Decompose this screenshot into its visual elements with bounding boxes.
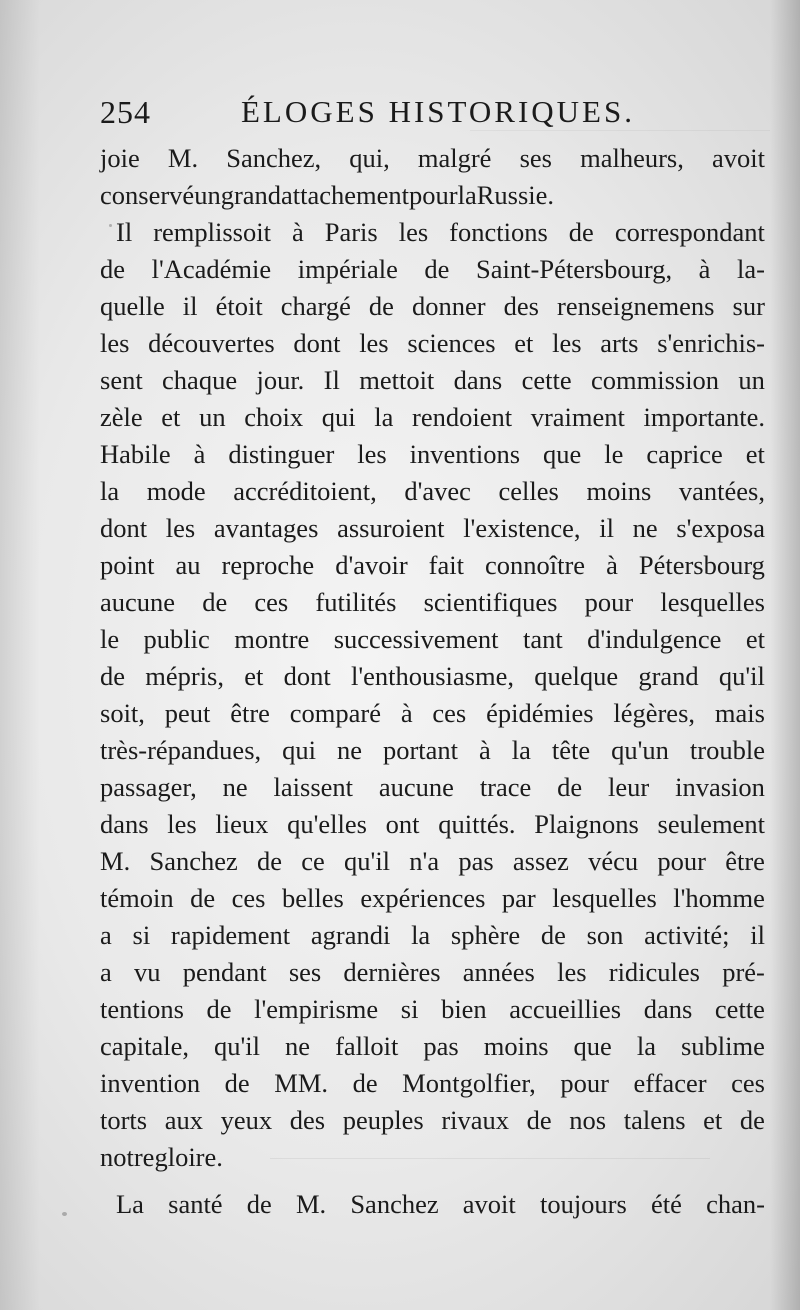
word: assez xyxy=(512,846,569,876)
word: Sanchez, xyxy=(226,143,322,173)
word: moins xyxy=(483,1031,549,1061)
word: à xyxy=(193,439,206,469)
text-line xyxy=(100,1186,765,1223)
word: les xyxy=(359,328,389,358)
word: ne xyxy=(336,735,362,765)
word: correspondant xyxy=(614,217,765,247)
word: que xyxy=(573,1031,612,1061)
word: d'avoir xyxy=(335,550,408,580)
word: l'existence, xyxy=(463,513,581,543)
word: avantages xyxy=(213,513,319,543)
word: ont xyxy=(385,809,420,839)
paper-speck xyxy=(62,1212,67,1216)
word: ces xyxy=(231,883,266,913)
word: et xyxy=(703,1105,723,1135)
word: successivement xyxy=(333,624,499,654)
word: vantées, xyxy=(678,476,765,506)
word: tant xyxy=(522,624,563,654)
word: l'enthousiasme, xyxy=(350,661,514,691)
word: cette xyxy=(714,994,765,1024)
word: invasion xyxy=(675,772,765,802)
word: montre xyxy=(234,624,310,654)
word: l'empirisme xyxy=(254,994,379,1024)
word: malgré xyxy=(417,143,492,173)
word: Sanchez xyxy=(350,1189,439,1219)
word: chan- xyxy=(706,1189,765,1219)
word: activité; xyxy=(644,920,730,950)
word: les xyxy=(165,513,196,543)
word: comparé xyxy=(289,698,381,728)
word: M. xyxy=(295,1189,327,1219)
word: tentions xyxy=(100,994,184,1024)
word: moins xyxy=(586,476,652,506)
word: connoître xyxy=(484,550,586,580)
word: soit, xyxy=(100,698,145,728)
text-line xyxy=(100,288,765,325)
word: notre xyxy=(100,1142,155,1172)
word: Paris xyxy=(324,217,378,247)
word: les xyxy=(357,439,387,469)
word: ridicules xyxy=(608,957,700,987)
word: de xyxy=(526,1105,552,1135)
word: jour. xyxy=(256,365,305,395)
word: dans xyxy=(643,994,693,1024)
word: Russie. xyxy=(476,180,555,210)
word: chargé xyxy=(280,291,351,321)
word: un xyxy=(738,365,765,395)
word: bien xyxy=(441,994,487,1024)
word: si xyxy=(400,994,419,1024)
word: a xyxy=(100,957,112,987)
text-line xyxy=(100,584,765,621)
word: aux xyxy=(164,1105,204,1135)
word: donner xyxy=(411,291,486,321)
word: à xyxy=(479,735,491,765)
word: le xyxy=(604,439,624,469)
word: importante. xyxy=(643,402,765,432)
text-line xyxy=(100,917,765,954)
word: qu'un xyxy=(611,735,669,765)
word: de xyxy=(206,994,232,1024)
word: capitale, xyxy=(100,1031,190,1061)
word: qu'elles xyxy=(287,809,367,839)
word: qui xyxy=(282,735,316,765)
word: santé xyxy=(168,1189,223,1219)
word: choix xyxy=(244,402,304,432)
word: ce xyxy=(301,846,325,876)
word: peut xyxy=(164,698,211,728)
word: dont xyxy=(100,513,148,543)
word: mais xyxy=(714,698,765,728)
word: la xyxy=(636,1031,656,1061)
word: les xyxy=(398,217,429,247)
word: la xyxy=(374,402,394,432)
text-line xyxy=(100,954,765,991)
word: et xyxy=(745,624,765,654)
word: qu'il xyxy=(718,661,765,691)
word: et xyxy=(161,402,181,432)
word: la xyxy=(411,920,431,950)
text-line xyxy=(100,177,765,214)
word: mode xyxy=(146,476,206,506)
word: portant xyxy=(382,735,459,765)
word: il xyxy=(750,920,765,950)
word: commission xyxy=(590,365,720,395)
word: il xyxy=(182,291,198,321)
word: il xyxy=(599,513,614,543)
word: n'a xyxy=(409,846,440,876)
word: de xyxy=(557,772,583,802)
word: rendoient xyxy=(412,402,513,432)
word: attachement xyxy=(281,180,410,210)
word: Sanchez xyxy=(149,846,238,876)
word: public xyxy=(143,624,210,654)
word: qu'il xyxy=(344,846,391,876)
word: passager, xyxy=(100,772,197,802)
word: les xyxy=(552,328,582,358)
word: dont xyxy=(283,661,331,691)
word: à xyxy=(606,550,618,580)
word: zèle xyxy=(100,402,143,432)
word: remplissoit xyxy=(153,217,271,247)
word: seulement xyxy=(657,809,765,839)
word: à xyxy=(291,217,304,247)
word: pour xyxy=(584,587,634,617)
word: La xyxy=(116,1189,144,1219)
word: dans xyxy=(453,365,503,395)
text-line xyxy=(100,325,765,362)
word: un xyxy=(194,180,221,210)
word: grand xyxy=(220,180,282,210)
word: et xyxy=(244,661,264,691)
word: trouble xyxy=(689,735,765,765)
text-line xyxy=(100,806,765,843)
word: d'avec xyxy=(404,476,471,506)
word: nos xyxy=(569,1105,607,1135)
text-line xyxy=(100,251,765,288)
word: légères, xyxy=(613,698,696,728)
word: pour xyxy=(657,846,706,876)
word: Saint-Pétersbourg, xyxy=(476,254,673,284)
word: de xyxy=(190,883,216,913)
word: quittés. xyxy=(438,809,516,839)
word: cette xyxy=(521,365,572,395)
word: un xyxy=(199,402,226,432)
word: de xyxy=(202,587,228,617)
word: toujours xyxy=(539,1189,627,1219)
word: très-répandues, xyxy=(100,735,262,765)
word: été xyxy=(651,1189,682,1219)
word: fonctions xyxy=(449,217,548,247)
word: leur xyxy=(608,772,650,802)
word: mépris, xyxy=(145,661,224,691)
word: Plaignons xyxy=(534,809,639,839)
text-line xyxy=(100,473,765,510)
word: assuroient xyxy=(337,513,445,543)
word: sciences xyxy=(407,328,496,358)
word: invention xyxy=(100,1068,201,1098)
word: vraiment xyxy=(530,402,625,432)
word: yeux xyxy=(220,1105,273,1135)
word: être xyxy=(230,698,270,728)
text-line xyxy=(100,214,765,251)
word: quelque xyxy=(534,661,619,691)
word: renseignemens xyxy=(557,291,715,321)
word: sur xyxy=(732,291,765,321)
text-line xyxy=(100,436,765,473)
word: lieux xyxy=(215,809,269,839)
word: qu'il xyxy=(214,1031,261,1061)
word: et xyxy=(514,328,534,358)
word: ces xyxy=(731,1068,765,1098)
word: des xyxy=(503,291,539,321)
word: chaque xyxy=(162,365,238,395)
word: être xyxy=(725,846,765,876)
word: grand xyxy=(638,661,699,691)
word: MM. xyxy=(274,1068,329,1098)
word: l'Académie xyxy=(151,254,272,284)
text-line xyxy=(100,732,765,769)
word: malheurs, xyxy=(580,143,684,173)
word: par xyxy=(501,883,536,913)
word: dernières xyxy=(343,957,441,987)
word: ne xyxy=(632,513,658,543)
word: de xyxy=(424,254,450,284)
page-edge-shadow xyxy=(770,0,800,1310)
text-line xyxy=(100,880,765,917)
text-line xyxy=(100,399,765,436)
word: celles xyxy=(498,476,559,506)
word: que xyxy=(543,439,582,469)
word: laissent xyxy=(273,772,354,802)
page-gutter-shadow xyxy=(0,0,40,1310)
word: vécu xyxy=(588,846,639,876)
word: de xyxy=(100,661,126,691)
word: si xyxy=(132,920,151,950)
word: ne xyxy=(222,772,248,802)
text-line xyxy=(100,140,765,177)
word: de xyxy=(540,920,566,950)
word: conservé xyxy=(100,180,195,210)
word: a xyxy=(100,920,112,950)
text-line xyxy=(100,769,765,806)
word: pré- xyxy=(722,957,765,987)
word: tête xyxy=(551,735,591,765)
word: rivaux xyxy=(441,1105,510,1135)
word: avoit xyxy=(711,143,765,173)
word: avoit xyxy=(462,1189,516,1219)
word: sent xyxy=(100,365,143,395)
word: l'homme xyxy=(673,883,765,913)
word: dans xyxy=(100,809,149,839)
word: s'exposa xyxy=(676,513,765,543)
word: épidémies xyxy=(486,698,594,728)
word: futilités xyxy=(315,587,397,617)
word: expériences xyxy=(360,883,486,913)
word: lesquelles xyxy=(552,883,657,913)
word: accréditoient, xyxy=(233,476,377,506)
word: mettoit xyxy=(359,365,435,395)
word: d'indulgence xyxy=(587,624,722,654)
word: les xyxy=(557,957,587,987)
word: pendant xyxy=(182,957,267,987)
text-line xyxy=(100,991,765,1028)
word: ces xyxy=(254,587,289,617)
word: M. xyxy=(100,846,131,876)
word: sublime xyxy=(680,1031,765,1061)
word: de xyxy=(257,846,283,876)
word: falloit xyxy=(335,1031,399,1061)
word: années xyxy=(462,957,535,987)
word: Habile xyxy=(100,439,171,469)
word: la xyxy=(100,476,120,506)
word: ne xyxy=(285,1031,311,1061)
word: les xyxy=(100,328,130,358)
word: le xyxy=(100,624,120,654)
word: caprice xyxy=(646,439,723,469)
page-header xyxy=(100,94,645,138)
word: quelle xyxy=(100,291,165,321)
text-line xyxy=(100,1028,765,1065)
word: à xyxy=(400,698,413,728)
word: de xyxy=(100,254,126,284)
word: témoin xyxy=(100,883,174,913)
body-text xyxy=(100,140,765,1223)
word: Il xyxy=(323,365,340,395)
word: inventions xyxy=(409,439,521,469)
word: pour xyxy=(409,180,458,210)
word: agrandi xyxy=(310,920,391,950)
text-line xyxy=(100,547,765,584)
text-line xyxy=(100,1139,765,1176)
word: la- xyxy=(737,254,765,284)
word: distinguer xyxy=(228,439,335,469)
word: M. xyxy=(167,143,199,173)
word: qui, xyxy=(349,143,390,173)
word: au xyxy=(175,550,201,580)
word: aucune xyxy=(378,772,454,802)
word: à xyxy=(698,254,711,284)
word: aucune xyxy=(100,587,176,617)
word: impériale xyxy=(297,254,398,284)
word: ses xyxy=(288,957,322,987)
word: ces xyxy=(432,698,467,728)
text-line xyxy=(100,510,765,547)
word: la xyxy=(511,735,531,765)
text-line xyxy=(100,362,765,399)
word: gloire. xyxy=(154,1142,223,1172)
word: de xyxy=(352,1068,378,1098)
word: pour xyxy=(560,1068,609,1098)
word: Il xyxy=(116,217,133,247)
word: ses xyxy=(519,143,552,173)
word: belles xyxy=(282,883,344,913)
word: étoit xyxy=(215,291,263,321)
word: son xyxy=(586,920,624,950)
text-line xyxy=(100,695,765,732)
word: et xyxy=(745,439,765,469)
text-line xyxy=(100,621,765,658)
word: de xyxy=(246,1189,272,1219)
text-line xyxy=(100,1102,765,1139)
word: fait xyxy=(428,550,464,580)
word: pas xyxy=(423,1031,459,1061)
text-line xyxy=(100,1065,765,1102)
word: découvertes xyxy=(148,328,275,358)
word: de xyxy=(739,1105,765,1135)
text-line xyxy=(100,843,765,880)
word: vu xyxy=(133,957,161,987)
text-line xyxy=(100,658,765,695)
word: dont xyxy=(293,328,341,358)
word: arts xyxy=(600,328,639,358)
word: de xyxy=(568,217,594,247)
word: joie xyxy=(100,143,140,173)
word: lesquelles xyxy=(660,587,765,617)
word: peuples xyxy=(342,1105,424,1135)
word: trace xyxy=(479,772,532,802)
word: de xyxy=(224,1068,250,1098)
word: Pétersbourg xyxy=(638,550,765,580)
word: sphère xyxy=(450,920,521,950)
word: les xyxy=(167,809,197,839)
word: pas xyxy=(458,846,494,876)
running-head: ÉLOGES HISTORIQUES. xyxy=(241,94,635,129)
word: s'enrichis- xyxy=(657,328,765,358)
word: qui xyxy=(321,402,356,432)
word: point xyxy=(100,550,155,580)
word: la xyxy=(457,180,477,210)
word: effacer xyxy=(633,1068,707,1098)
word: torts xyxy=(100,1105,148,1135)
word: accueillies xyxy=(509,994,622,1024)
word: Montgolfier, xyxy=(402,1068,536,1098)
word: des xyxy=(289,1105,326,1135)
word: de xyxy=(368,291,394,321)
word: reproche xyxy=(221,550,315,580)
word: talens xyxy=(623,1105,686,1135)
word: rapidement xyxy=(170,920,291,950)
word: scientifiques xyxy=(423,587,558,617)
page-number: 254 xyxy=(100,94,151,130)
